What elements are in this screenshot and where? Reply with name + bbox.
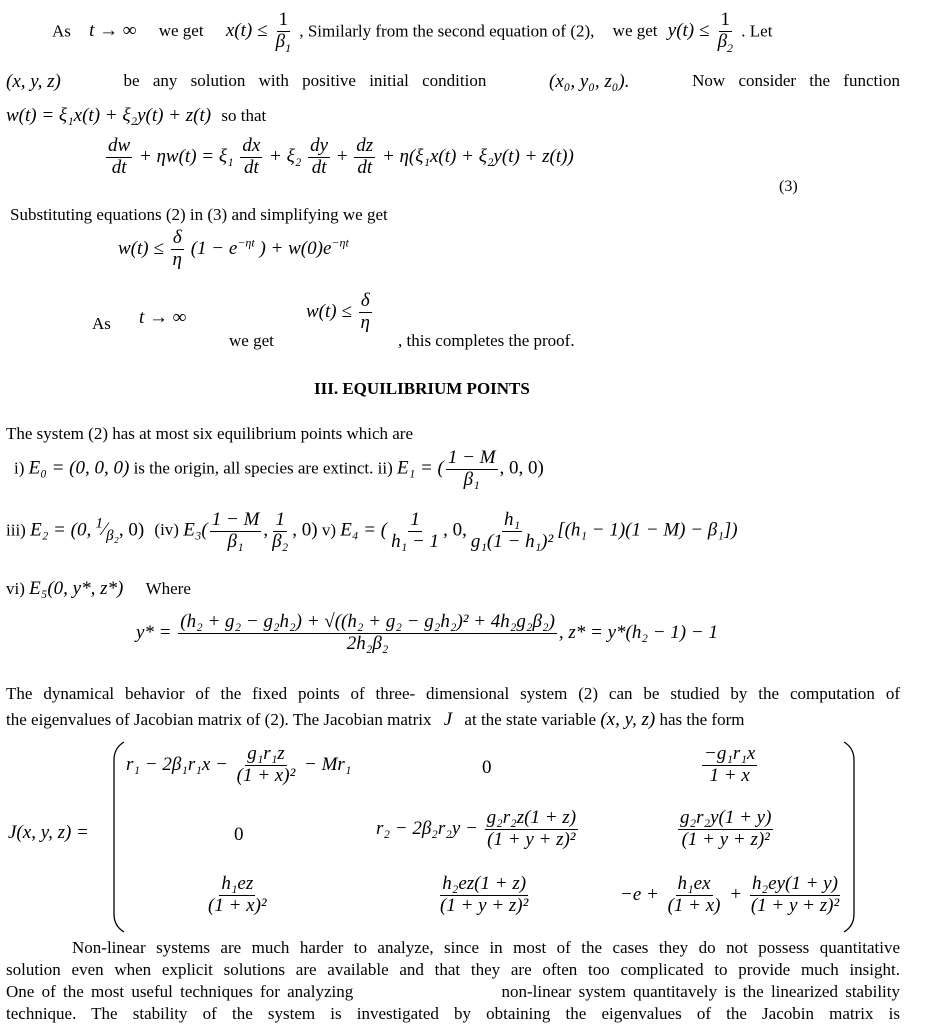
a31-den: (1 + x)² [208, 894, 267, 916]
math-t-to-infinity: t → ∞ [89, 20, 137, 42]
eq3-middle: + ηw(t) = ξ₁ [138, 145, 234, 167]
fraction-delta-eta [171, 228, 184, 271]
frac-dt-3: dt [311, 156, 327, 178]
math-initial-condition: (x₀, y₀, z₀). [549, 71, 630, 92]
matrix-bracket-right [842, 740, 858, 934]
fraction-e3-b [270, 510, 290, 553]
equation-3 [104, 136, 574, 179]
ystar-tail: , z* = y*(h₂ − 1) − 1 [558, 621, 718, 643]
text-completes-proof: , this completes the proof. [398, 331, 575, 350]
math-e2-tail: , 0) [118, 519, 145, 541]
slash-one: 1 [95, 515, 103, 532]
a33-den2: (1 + y + z)² [750, 894, 840, 916]
a22-fraction [485, 808, 578, 851]
text-line-3 [6, 105, 266, 127]
text-so-that: so that [221, 106, 267, 125]
word-where: Where [145, 579, 191, 598]
final-para-line-3 [6, 982, 900, 1002]
a33-pre: −e + [620, 883, 659, 905]
label-iv: (iv) [154, 520, 179, 540]
math-x-le: x(t) ≤ [225, 20, 268, 42]
word-as: As [52, 21, 71, 41]
frac-e4b-den: g₁(1 − h₁)² [470, 530, 554, 552]
matrix-a33 [620, 874, 843, 917]
text-similarly: , Similarly from the second equation of (2), [299, 21, 595, 41]
final-para-line-4: technique. The stability of the system is investigated by obtaining the eigenvalues of the Jacobin matrix is [6, 1004, 900, 1023]
w-bound-lhs: w(t) ≤ [118, 237, 164, 259]
a13-den: 1 + x [709, 764, 750, 786]
final-l3-a: One of the most useful techniques for analyzing [6, 982, 354, 1001]
frac-dx: dx [242, 135, 261, 156]
a32-num: h₂ez(1 + z) [442, 873, 527, 894]
section-heading: III. EQUILIBRIUM POINTS [314, 379, 530, 398]
final-para-line-1: Non-linear systems are much harder to analyze, since in most of the cases they do not possess quantitative [72, 938, 900, 957]
math-e4: E₄ = ( [340, 519, 388, 541]
frac-eta: η [172, 248, 182, 270]
a11-den: (1 + x)² [236, 764, 296, 786]
label-vi: vi) [6, 579, 25, 598]
math-e0: E₀ = (0, 0, 0) [28, 457, 130, 479]
a13-fraction [702, 744, 757, 787]
a33-num2: h₂ey(1 + y) [752, 873, 838, 894]
jac-text-b: at the state variable [464, 710, 597, 729]
text-origin: is the origin, all species are extinct. ii) [133, 458, 393, 478]
a33-num1: h₁ex [677, 873, 711, 894]
jac-text-d: has the form [659, 710, 745, 729]
fraction-dx-dt [240, 136, 262, 179]
equilibrium-i-ii [14, 448, 544, 491]
frac-e3a-num: 1 − M [211, 509, 260, 530]
frac-ystar-den: 2h₂β₂ [346, 632, 389, 654]
frac-e1-den: β₁ [463, 468, 480, 490]
a11-post: − Mr₁ [304, 753, 352, 775]
matrix-a13 [700, 744, 759, 787]
a31-fraction [206, 874, 269, 917]
text-line-2 [6, 71, 900, 93]
label-i: i) [14, 458, 25, 478]
equilibrium-iii-iv-v [6, 510, 738, 553]
a22-num: g₂r₂z(1 + z) [486, 807, 577, 828]
jacobian-para-line-1: The dynamical behavior of the fixed points of three- dimensional system (2) can be studied by the computation of [6, 684, 900, 703]
math-e2: E₂ = (0, [30, 519, 92, 541]
math-y-le: y(t) ≤ [667, 20, 710, 42]
fraction-delta-eta-2 [359, 291, 372, 334]
label-iii: iii) [6, 520, 26, 540]
a11-num: g₁r₁z [247, 743, 285, 764]
frac-den-sub: 1 [285, 40, 292, 55]
frac-dz: dz [356, 135, 374, 156]
a11-fraction [235, 744, 298, 787]
frac-e1-num: 1 − M [447, 447, 496, 468]
equilibrium-vi [6, 578, 191, 600]
label-v: v) [321, 520, 336, 540]
frac-e4a-num: 1 [410, 509, 420, 530]
word-we-get-2: we get [612, 21, 658, 41]
math-e4-tail: [(h₁ − 1)(1 − M) − β₁]) [557, 519, 738, 541]
a13-num: −g₁r₁x [704, 743, 756, 764]
math-xyz: (x, y, z) [6, 71, 61, 92]
frac-delta-2: δ [360, 290, 370, 311]
fraction-1-over-beta1 [274, 10, 293, 55]
w-bound-b: (1 − e [190, 237, 238, 259]
math-e1: E₁ = ( [397, 457, 444, 479]
math-e3: E₃( [183, 519, 208, 541]
a22-den: (1 + y + z)² [487, 828, 576, 850]
frac-dt-1: dt [111, 156, 127, 178]
frac-e4a-den: h₁ − 1 [391, 530, 440, 552]
frac-dw: dw [108, 135, 131, 156]
frac-dt-4: dt [357, 156, 373, 178]
fraction-e4-b [469, 510, 555, 553]
frac-num: 1 [278, 9, 289, 30]
math-w-def: w(t) = ξ₁x(t) + ξ₂y(t) + z(t) [6, 105, 212, 126]
a33-fraction-1 [666, 874, 723, 917]
text-any-solution: be any solution with positive initial condition [123, 71, 487, 90]
text-substituting: Substituting equations (2) in (3) and simplifying we get [10, 205, 388, 224]
frac-den: β [275, 30, 286, 52]
frac-e3a-den: β₁ [227, 530, 244, 552]
fraction-e4-a [389, 510, 441, 553]
a22-pre: r₂ − 2β₂r₂y − [376, 817, 478, 839]
equation-label-3: (3) [779, 178, 798, 195]
math-state-xyz: (x, y, z) [600, 709, 656, 730]
frac-eta-2: η [360, 311, 370, 333]
final-para-line-2: solution even when explicit solutions are available and that they are often too complicated to provide much insight. [6, 960, 900, 979]
matrix-a11 [126, 744, 351, 787]
jac-text-a: the eigenvalues of Jacobian matrix of (2). The Jacobian matrix [6, 710, 432, 729]
frac-den-sub-2: 2 [727, 40, 734, 55]
fraction-e1 [446, 448, 498, 491]
frac-num-2: 1 [720, 9, 731, 30]
a31-num: h₁ez [221, 873, 254, 894]
slash-beta2: β₂ [106, 528, 119, 545]
fraction-1-over-beta2 [716, 10, 735, 55]
w-bound-exp1: −ηt [237, 235, 255, 250]
jacobian-para-line-2 [6, 709, 744, 731]
math-e4-mid: , 0, [443, 519, 467, 541]
math-e1-tail: , 0, 0) [499, 457, 544, 479]
a11-pre: r₁ − 2β₁r₁x − [126, 753, 228, 775]
math-e2-slash: $^1⁄_{\beta_2}$ [95, 515, 119, 545]
eq3-tail: + η(ξ₁x(t) + ξ₂y(t) + z(t)) [381, 145, 574, 167]
matrix-a23 [676, 808, 775, 851]
math-e3-comma: , [263, 519, 269, 541]
math-e5: E₅(0, y*, z*) [29, 578, 124, 599]
a32-fraction [438, 874, 530, 917]
matrix-a12: 0 [482, 757, 492, 778]
w-bound-exp2: −ηt [331, 235, 349, 250]
equation-w-limit [306, 291, 374, 334]
a23-den: (1 + y + z)² [681, 828, 770, 850]
w-limit-lhs: w(t) ≤ [306, 300, 352, 322]
fraction-e3-a [210, 510, 262, 553]
text-line-1 [52, 10, 772, 55]
a23-num: g₂r₂y(1 + y) [680, 807, 772, 828]
text-equilibrium-intro: The system (2) has at most six equilibrium points which are [6, 424, 413, 443]
text-now-consider: Now consider the function [692, 71, 900, 90]
frac-dt-2: dt [243, 156, 259, 178]
math-J: J [443, 709, 453, 730]
a33-den1: (1 + x) [667, 894, 721, 916]
math-e3-tail: , 0) [292, 519, 318, 541]
fraction-ystar [178, 612, 557, 655]
equation-w-bound [118, 228, 349, 271]
frac-delta: δ [172, 227, 182, 248]
matrix-bracket-left [110, 740, 126, 934]
matrix-a21: 0 [234, 824, 244, 845]
eq3-plus: + [336, 145, 348, 167]
frac-e4b-num: h₁ [503, 509, 521, 530]
fraction-dz-dt [354, 136, 375, 179]
equation-ystar [136, 612, 718, 655]
a33-fraction-2 [749, 874, 841, 917]
jacobian-lhs: J(x, y, z) = [8, 822, 89, 843]
a23-fraction [678, 808, 773, 851]
matrix-a31 [204, 874, 271, 917]
ystar-lhs: y* = [136, 621, 172, 643]
frac-den-2: β [717, 30, 728, 52]
eq3-plus-xi2: + ξ₂ [269, 145, 302, 167]
a32-den: (1 + y + z)² [440, 894, 529, 916]
fraction-dy-dt [308, 136, 330, 179]
word-we-get: we get [158, 21, 204, 41]
word-let: . Let [741, 21, 773, 41]
fraction-dw-dt [106, 136, 132, 179]
w-bound-c: ) + w(0)e [259, 237, 332, 259]
frac-e3b-den: β₂ [272, 530, 289, 552]
matrix-a32 [436, 874, 532, 917]
frac-e3b-num: 1 [275, 509, 285, 530]
word-we-get-3: we get [229, 331, 274, 350]
frac-ystar-num: (h₂ + g₂ − g₂h₂) + √((h₂ + g₂ − g₂h₂)² + 4h₂g₂β₂) [180, 611, 555, 632]
final-l3-b: non-linear system quantitavely is the linearized stability [501, 982, 900, 1001]
math-t-to-infinity-2: t → ∞ [139, 307, 187, 328]
word-as-2: As [92, 314, 111, 333]
a33-plus: + [729, 883, 743, 905]
frac-dy: dy [310, 135, 329, 156]
matrix-a22 [376, 808, 580, 851]
